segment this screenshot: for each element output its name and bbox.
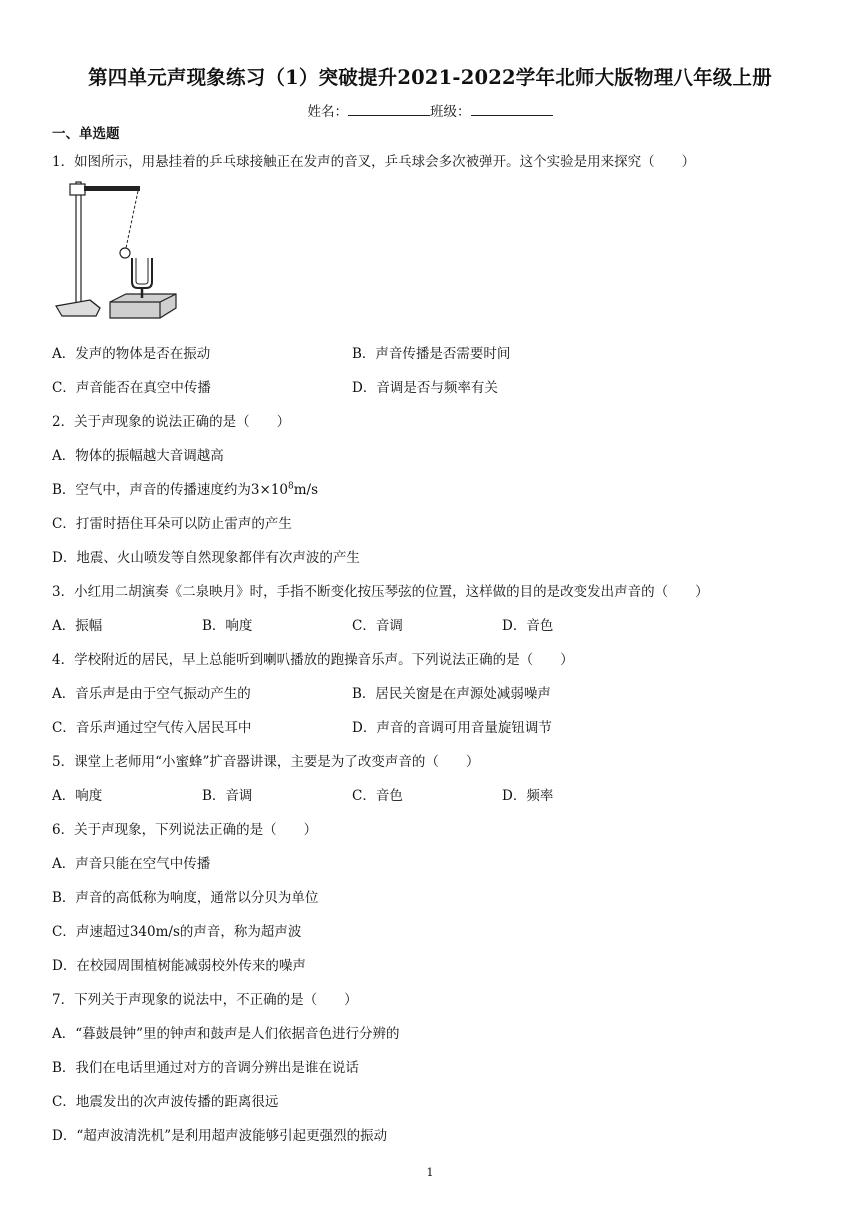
question-5-option-c: C．音色 [352,788,403,804]
question-7-option-d: D．“超声波清洗机”是利用超声波能够引起更强烈的振动 [52,1128,388,1144]
name-label: 姓名： [307,104,348,120]
question-5-option-b: B．音调 [202,788,253,804]
question-7-option-c: C．地震发出的次声波传播的距离很远 [52,1094,279,1110]
question-3-option-b: B．响度 [202,618,253,634]
class-blank[interactable] [471,103,553,116]
question-4-option-b: B．居民关窗是在声源处减弱噪声 [352,686,551,702]
question-1-stem: 1．如图所示，用悬挂着的乒乓球接触正在发声的音叉，乒乓球会多次被弹开。这个实验是用来探究（ ） [52,154,696,170]
question-2-stem: 2．关于声现象的说法正确的是（ ） [52,414,291,430]
question-6-option-a: A．声音只能在空气中传播 [52,856,211,872]
question-2-option-d: D．地震、火山喷发等自然现象都伴有次声波的产生 [52,550,360,566]
question-7-option-b: B．我们在电话里通过对方的音调分辨出是谁在说话 [52,1060,359,1076]
question-1-option-a: A．发声的物体是否在振动 [52,346,211,362]
tuning-fork-figure [50,178,182,328]
page-title: 第四单元声现象练习（1）突破提升2021-2022学年北师大版物理八年级上册 [88,66,772,89]
question-6-stem: 6．关于声现象，下列说法正确的是（ ） [52,822,318,838]
question-6-option-b: B．声音的高低称为响度，通常以分贝为单位 [52,890,319,906]
question-7-option-a: A．“暮鼓晨钟”里的钟声和鼓声是人们依据音色进行分辨的 [52,1026,400,1042]
question-2-option-b-text: B．空气中，声音的传播速度约为3×10 [52,482,288,498]
question-1-option-d: D．音调是否与频率有关 [352,380,498,396]
name-blank[interactable] [348,103,430,116]
question-2-option-b [52,478,318,498]
question-3-option-c: C．音调 [352,618,403,634]
question-3-option-d: D．音色 [502,618,554,634]
question-4-option-d: D．声音的音调可用音量旋钮调节 [352,720,552,736]
question-7-stem: 7．下列关于声现象的说法中，不正确的是（ ） [52,992,358,1008]
student-info-line [0,100,860,120]
question-6-option-d: D．在校园周围植树能减弱校外传来的噪声 [52,958,306,974]
question-1-option-b: B．声音传播是否需要时间 [352,346,511,362]
class-label: 班级： [430,104,471,120]
exponent: 8 [288,481,294,492]
question-1-option-c: C．声音能否在真空中传播 [52,380,211,396]
section-heading: 一、单选题 [52,126,120,142]
question-3-option-a: A．振幅 [52,618,103,634]
question-4-option-c: C．音乐声通过空气传入居民耳中 [52,720,252,736]
question-4-stem: 4．学校附近的居民，早上总能听到喇叭播放的跑操音乐声。下列说法正确的是（ ） [52,652,574,668]
unit: m/s [293,482,319,498]
question-4-option-a: A．音乐声是由于空气振动产生的 [52,686,251,702]
page-number: 1 [426,1166,434,1179]
question-5-option-d: D．频率 [502,788,554,804]
question-2-option-a: A．物体的振幅越大音调越高 [52,448,224,464]
question-6-option-c: C．声速超过340m/s的声音，称为超声波 [52,924,302,940]
question-3-stem: 3．小红用二胡演奏《二泉映月》时，手指不断变化按压琴弦的位置，这样做的目的是改变发出声音的（ ） [52,584,709,600]
question-5-option-a: A．响度 [52,788,103,804]
question-5-stem: 5．课堂上老师用“小蜜蜂”扩音器讲课，主要是为了改变声音的（ ） [52,754,480,770]
question-2-option-c: C．打雷时捂住耳朵可以防止雷声的产生 [52,516,292,532]
